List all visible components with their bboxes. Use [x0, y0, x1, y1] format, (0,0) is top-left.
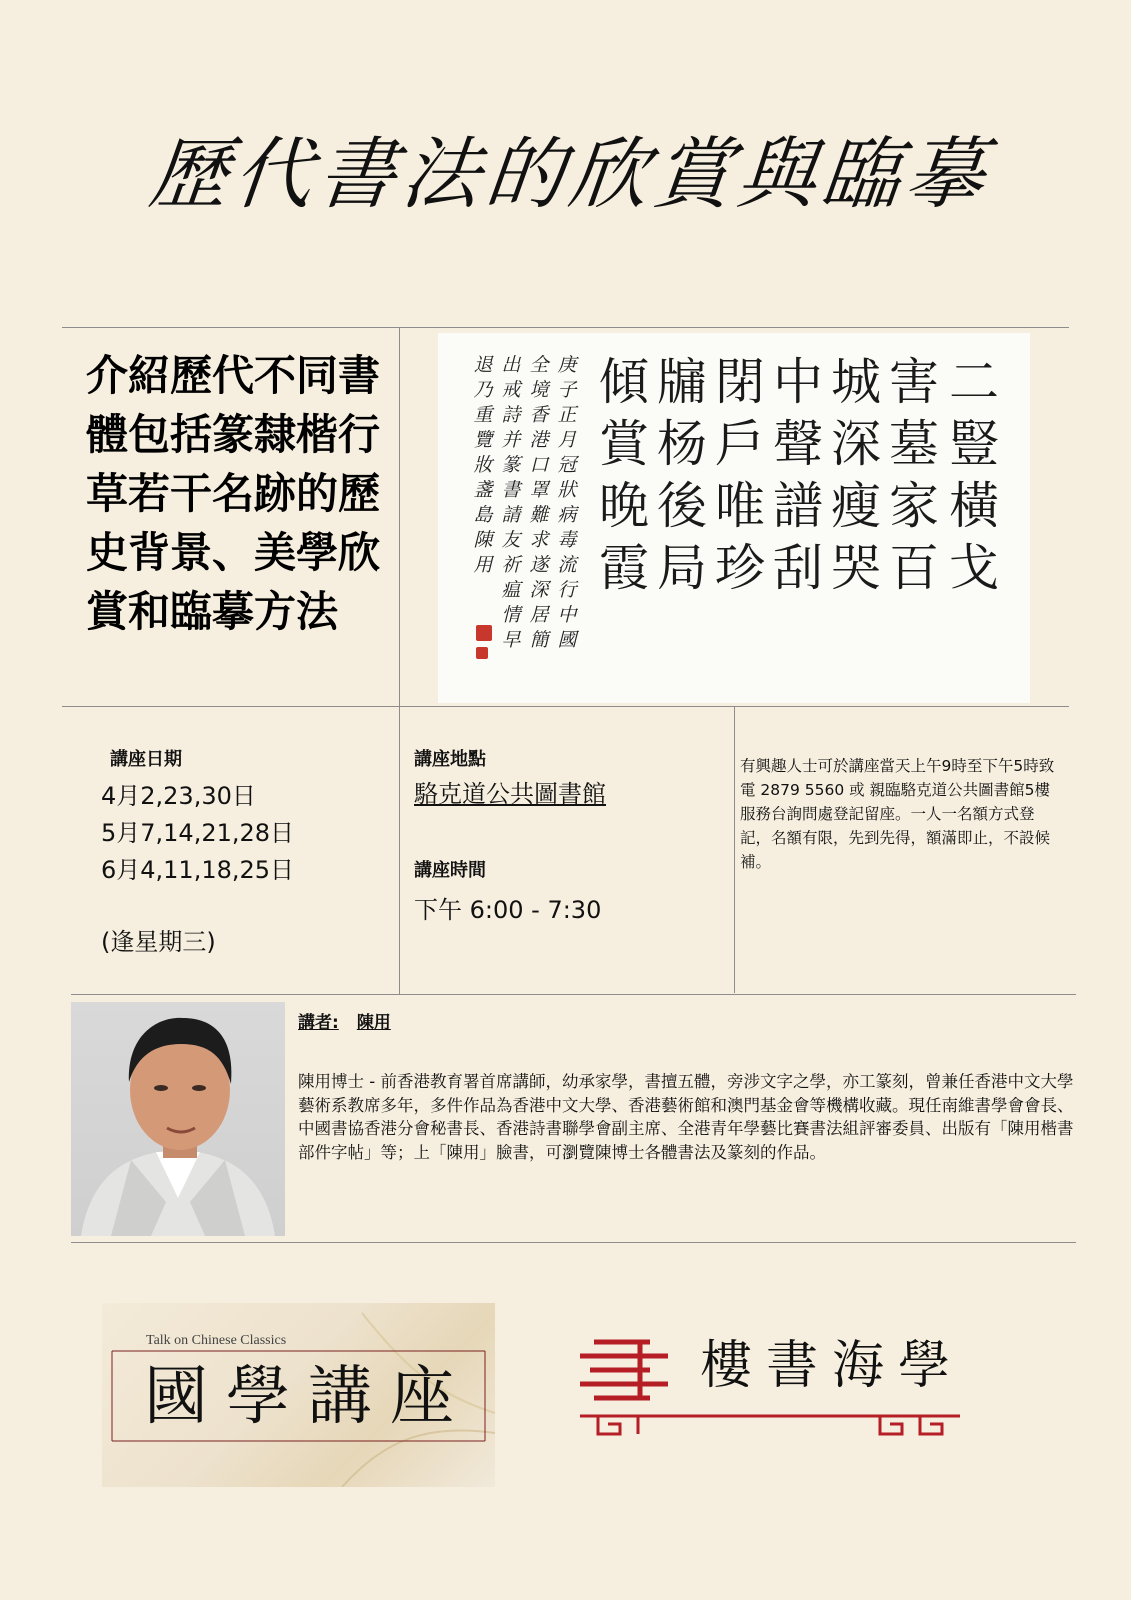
calligraphy-inscription: 庚子正月冠狀病毒流行中國 — [557, 354, 577, 651]
lecture-description: 介紹歷代不同書體包括篆隸楷行草若干名跡的歷史背景、美學欣賞和臨摹方法 — [86, 351, 381, 636]
guoxue-english-title: Talk on Chinese Classics — [146, 1333, 287, 1348]
calligraphy-column: 傾賞晚霞 — [599, 353, 649, 597]
guoxue-lecture-logo — [102, 1303, 495, 1487]
calligraphy-column: 二豎橫戈 — [949, 353, 999, 597]
xuehai-chinese-title: 學海書樓 — [700, 1336, 965, 1396]
calligraphy-artwork — [438, 333, 1030, 703]
seal-stamp — [476, 647, 488, 659]
guoxue-chinese-title: 國學講座 — [144, 1360, 472, 1434]
calligraphy-inscription: 全境香港口罩難求遂深居簡 — [529, 354, 549, 651]
venue-label: 講座地點 — [414, 749, 486, 770]
speaker-name: 陳用 — [356, 1013, 391, 1033]
divider-info-bottom — [71, 994, 1076, 995]
calligraphy-column: 城深瘦哭 — [831, 353, 881, 597]
calligraphy-column: 閉戶唯珍 — [715, 353, 765, 597]
page-title: 歷代書法的欣賞與臨摹 — [145, 130, 995, 220]
speaker-heading — [298, 1008, 391, 1033]
speaker-photo — [71, 1002, 285, 1236]
registration-note: 有興趣人士可於講座當天上午9時至下午5時致電 2879 5560 或 親臨駱克道公共圖書館5樓服務台詢問處登記留座。一人一名額方式登記，名額有限，先到先得，額滿即止，不設候補。 — [740, 757, 1055, 871]
time-label: 講座時間 — [414, 860, 486, 881]
date-line: 4月2,23,30日 — [101, 782, 256, 810]
speaker-bio: 陳用博士 - 前香港教育署首席講師，幼承家學，書擅五體，旁涉文字之學，亦工篆刻，曾兼任香港中文大學藝術系教席多年，多件作品為香港中文大學、香港藝術館和澳門基金會等機構收藏。現任南維書學會會長、中國書協香港分會秘書長、香港詩書聯學會副主席、全港青年學藝比賽書法組評審委員、出版有「陳用楷書部件字帖」等；上「陳用」臉書，可瀏覽陳博士各體書法及篆刻的作品。 — [298, 1072, 1074, 1162]
divider-vertical-left — [399, 327, 400, 995]
venue-link[interactable]: 駱克道公共圖書館 — [414, 780, 606, 808]
calligraphy-column: 牖杨後局 — [657, 353, 707, 597]
calligraphy-inscription: 退乃重覽妝盞島陳用 — [473, 354, 493, 576]
date-label: 講座日期 — [110, 749, 182, 770]
seal-stamp — [476, 625, 492, 641]
date-line: 5月7,14,21,28日 — [101, 819, 295, 847]
calligraphy-column: 中聲譜刮 — [773, 353, 823, 597]
calligraphy-inscription: 出戒詩并篆書請友祈瘟情早 — [501, 354, 521, 651]
divider-middle — [62, 706, 1069, 707]
calligraphy-column: 害墓家百 — [889, 353, 939, 597]
date-line: 6月4,11,18,25日 — [101, 856, 295, 884]
divider-bio-bottom — [71, 1242, 1076, 1243]
divider-top — [62, 327, 1069, 328]
date-note: (逢星期三) — [101, 928, 216, 956]
divider-vertical-right — [734, 706, 735, 993]
time-value: 下午 6:00 - 7:30 — [414, 896, 602, 924]
xuehai-library-logo — [580, 1330, 980, 1450]
speaker-label: 講者: — [298, 1013, 339, 1033]
